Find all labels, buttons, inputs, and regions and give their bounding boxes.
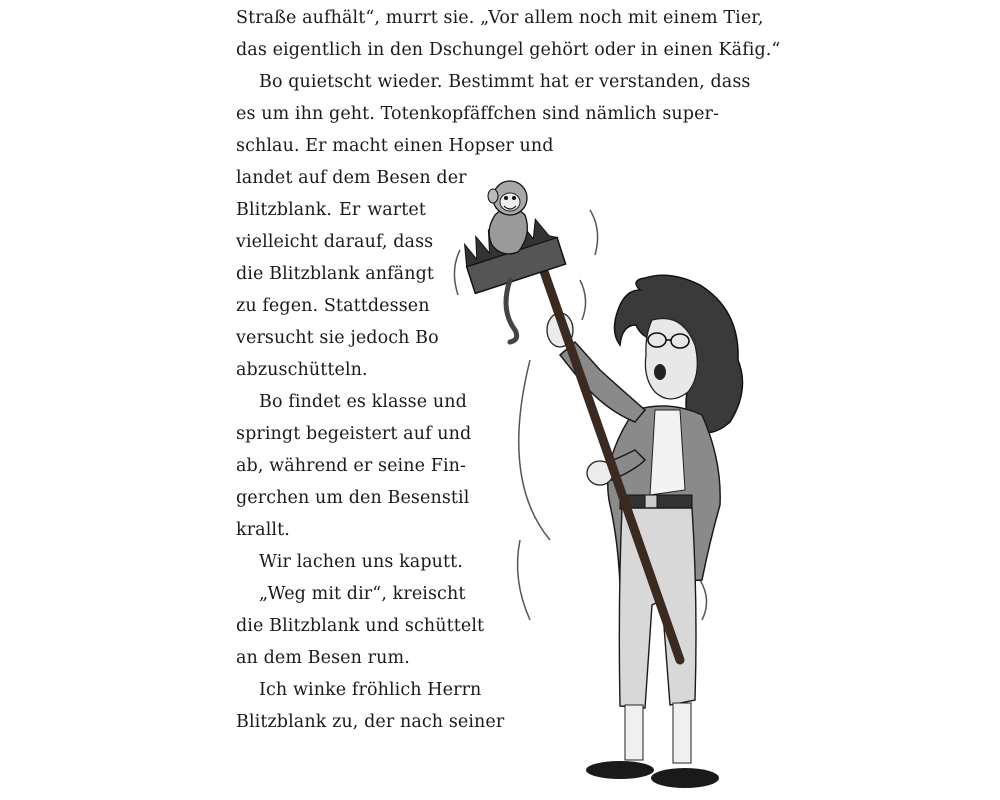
shirt — [650, 410, 685, 495]
text-line: Bo quietscht wieder. Bestimmt hat er verstanden, dass — [259, 72, 751, 92]
text-line: Blitzblank. Er wartet — [236, 200, 426, 220]
text-line: schlau. Er macht einen Hopser und — [236, 136, 554, 156]
left-leg — [625, 705, 643, 760]
text-line: krallt. — [236, 520, 290, 540]
left-shoe — [586, 761, 654, 779]
text-line: gerchen um den Besenstil — [236, 488, 470, 508]
text-line: die Blitzblank anfängt — [236, 264, 435, 284]
text-line: an dem Besen rum. — [236, 648, 410, 668]
open-mouth — [654, 364, 666, 380]
text-line: Straße aufhält“, murrt sie. „Vor allem noch mit einem Tier, — [236, 8, 764, 28]
text-line: ab, während er seine Fin- — [236, 456, 467, 476]
text-line: es um ihn geht. Totenkopfäffchen sind nämlich super- — [236, 104, 720, 124]
text-line: vielleicht darauf, dass — [236, 232, 434, 252]
text-line: Wir lachen uns kaputt. — [259, 552, 463, 572]
text-line: Blitzblank zu, der nach seiner — [236, 712, 505, 732]
text-line: das eigentlich in den Dschungel gehört oder in einen Käfig.“ — [236, 40, 781, 60]
right-leg — [673, 703, 691, 763]
woman-with-broom-illustration — [440, 160, 770, 800]
text-line: zu fegen. Stattdessen — [236, 296, 430, 316]
right-shoe — [651, 768, 719, 788]
text-line: „Weg mit dir“, kreischt — [259, 584, 466, 604]
text-line: landet auf dem Besen der — [236, 168, 467, 188]
text-line: springt begeistert auf und — [236, 424, 472, 444]
text-line: versucht sie jedoch Bo — [236, 328, 439, 348]
text-line: die Blitzblank und schüttelt — [236, 616, 485, 636]
text-line: abzuschütteln. — [236, 360, 368, 380]
text-line: Bo findet es klasse und — [259, 392, 467, 412]
belt-buckle — [645, 495, 657, 509]
text-line: Ich winke fröhlich Herrn — [259, 680, 482, 700]
